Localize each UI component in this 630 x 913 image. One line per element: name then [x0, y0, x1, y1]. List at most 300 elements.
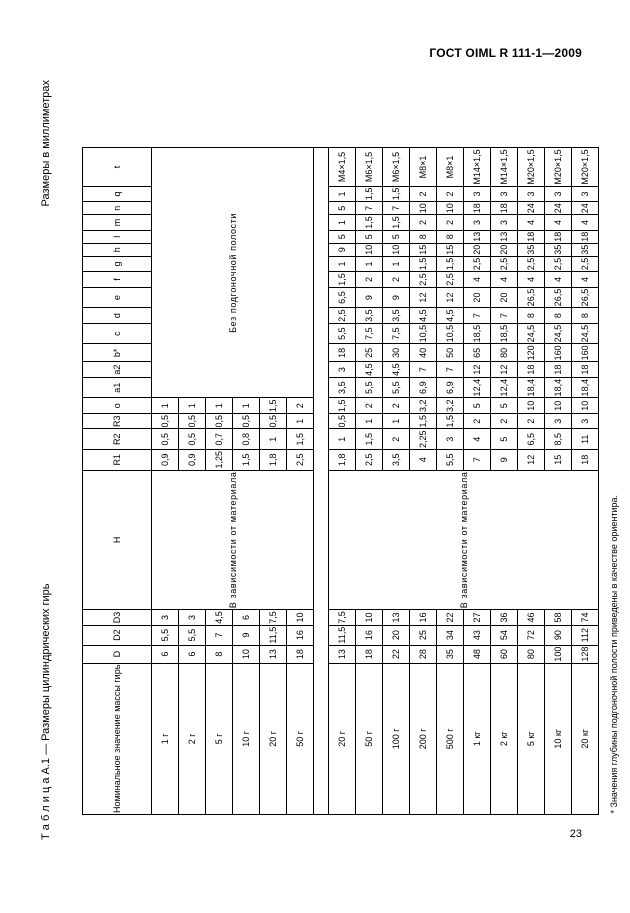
cell: 7	[491, 308, 518, 324]
cell: 60	[491, 645, 518, 663]
cell: 13	[383, 610, 410, 626]
cell: 5	[464, 398, 491, 414]
cell: 2,5	[572, 256, 599, 272]
cell: 1,8	[329, 450, 356, 471]
cell: 4,5	[437, 308, 464, 324]
cell: 2	[287, 398, 314, 414]
cell: 30	[383, 344, 410, 362]
cell: 1,5	[260, 398, 287, 414]
cell: 10	[383, 243, 410, 256]
cell: 13	[260, 645, 287, 663]
cell: 6	[179, 645, 206, 663]
cell: 18	[464, 202, 491, 215]
cell: 112	[572, 625, 599, 645]
cell: 0,5	[206, 413, 233, 429]
cell: 1	[329, 256, 356, 272]
cell: 3	[464, 186, 491, 202]
col-header: e	[83, 287, 152, 308]
cell: 0,7	[206, 429, 233, 450]
cell: 18	[545, 230, 572, 243]
cell-mass: 20 г	[260, 663, 287, 814]
cell: 18,5	[464, 323, 491, 344]
cell: 12,4	[491, 377, 518, 398]
cell: 9	[356, 287, 383, 308]
cell: 18,5	[491, 323, 518, 344]
cell: 1,8	[260, 450, 287, 471]
cell: 18	[545, 362, 572, 378]
group-gap-row	[314, 148, 329, 815]
cell-mass: 500 г	[437, 663, 464, 814]
cell: 4,5	[383, 362, 410, 378]
cell: 35	[518, 243, 545, 256]
cell: 80	[518, 645, 545, 663]
cell: 8	[410, 230, 437, 243]
cell: 3,5	[356, 308, 383, 324]
cell: 8	[545, 308, 572, 324]
cell: 15	[437, 243, 464, 256]
cell: 1,5	[410, 256, 437, 272]
cell: 3	[491, 215, 518, 231]
cell: 4	[410, 450, 437, 471]
cell: 1	[179, 398, 206, 414]
cell: 3	[545, 413, 572, 429]
cell: 74	[572, 610, 599, 626]
cell-mass: 2 г	[179, 663, 206, 814]
cell: 5,5	[329, 323, 356, 344]
cell: 6,9	[410, 377, 437, 398]
cell-mass: 20 кг	[572, 663, 599, 814]
cell: 12	[518, 450, 545, 471]
cell: 7	[383, 202, 410, 215]
cell: 4	[491, 272, 518, 288]
table-row	[329, 148, 356, 815]
cell: 1	[356, 413, 383, 429]
cell: 26,5	[572, 287, 599, 308]
merged-h-cell: В зависимости от материала	[329, 470, 599, 610]
cell: 8	[206, 645, 233, 663]
cell: 18	[356, 645, 383, 663]
bottom-group-body	[329, 148, 599, 815]
cell-mass: 100 г	[383, 663, 410, 814]
cell: 11	[572, 429, 599, 450]
cell: 7	[356, 202, 383, 215]
cell: 10,5	[437, 323, 464, 344]
cell: 12,4	[464, 377, 491, 398]
cell: 35	[437, 645, 464, 663]
cell-mass: 5 кг	[518, 663, 545, 814]
cell: 2,5	[437, 272, 464, 288]
col-header: h	[83, 243, 152, 256]
cell: 4	[518, 272, 545, 288]
cell: 15	[410, 243, 437, 256]
cell: 18,4	[545, 377, 572, 398]
cell: 7	[206, 625, 233, 645]
table-header-row	[83, 148, 152, 815]
cell-mass: 1 г	[152, 663, 179, 814]
cell: 1	[329, 186, 356, 202]
cell: M6×1,5	[356, 148, 383, 186]
col-header: o	[83, 398, 152, 414]
cell: 35	[545, 243, 572, 256]
cell: 5	[329, 202, 356, 215]
cell: 6	[233, 610, 260, 626]
cell: 1	[233, 398, 260, 414]
cell: 1,5	[383, 215, 410, 231]
cell: 43	[464, 625, 491, 645]
cell: 13	[491, 230, 518, 243]
cell: 10	[572, 398, 599, 414]
cell: 16	[410, 610, 437, 626]
cell: 3	[179, 610, 206, 626]
table-row	[152, 148, 179, 815]
cell: 24,5	[545, 323, 572, 344]
cell: 18,4	[572, 377, 599, 398]
cell: 9	[329, 243, 356, 256]
cell: 25	[356, 344, 383, 362]
cell: 18,4	[518, 377, 545, 398]
cell: 36	[491, 610, 518, 626]
cell: 1	[383, 256, 410, 272]
col-header: g	[83, 256, 152, 272]
col-header: R3	[83, 413, 152, 429]
cell-mass: 200 г	[410, 663, 437, 814]
cell: 9	[491, 450, 518, 471]
cell: 54	[491, 625, 518, 645]
cell: 8	[518, 308, 545, 324]
cell: 20	[491, 287, 518, 308]
cell: 0,5	[179, 429, 206, 450]
cell: 2	[464, 413, 491, 429]
cell: 25	[410, 625, 437, 645]
cell: 5	[329, 230, 356, 243]
cell: 13	[464, 230, 491, 243]
cell: 26,5	[518, 287, 545, 308]
cell: M4×1,5	[329, 148, 356, 186]
cell: 2,5	[356, 450, 383, 471]
cell: 18	[572, 230, 599, 243]
cell: 65	[464, 344, 491, 362]
cell: 4	[572, 215, 599, 231]
cell: 1	[260, 429, 287, 450]
cell: 4	[464, 272, 491, 288]
cell: 2,5	[518, 256, 545, 272]
cell: 9	[383, 287, 410, 308]
cell: 4	[518, 215, 545, 231]
cell: 7,5	[260, 610, 287, 626]
cell: 0,5	[260, 413, 287, 429]
cell: 20	[464, 243, 491, 256]
cell: 22	[383, 645, 410, 663]
cell-mass: 50 г	[356, 663, 383, 814]
cell: 4,5	[356, 362, 383, 378]
cell-mass: 50 г	[287, 663, 314, 814]
col-header: b*	[83, 344, 152, 362]
cell: 2	[491, 413, 518, 429]
cell: 11,5	[260, 625, 287, 645]
cell: 0,5	[329, 413, 356, 429]
cell: 26,5	[545, 287, 572, 308]
cell: 5,5	[179, 625, 206, 645]
cell: 18	[518, 230, 545, 243]
cell: 2,5	[329, 308, 356, 324]
cell: 2	[383, 398, 410, 414]
cell: 50	[437, 344, 464, 362]
cell: 1,5	[329, 398, 356, 414]
cell: 10	[356, 243, 383, 256]
cell: 2,5	[287, 450, 314, 471]
cell: 2	[356, 398, 383, 414]
cell: 3,5	[383, 308, 410, 324]
cell: 18	[572, 450, 599, 471]
cell: 10,5	[410, 323, 437, 344]
col-header: D	[83, 645, 152, 663]
cell: 4	[572, 272, 599, 288]
cell: 2	[383, 429, 410, 450]
cell: 1	[206, 398, 233, 414]
cell: 8	[572, 308, 599, 324]
cell: 18	[287, 645, 314, 663]
cell: 27	[464, 610, 491, 626]
cell: 0,5	[233, 413, 260, 429]
cell: M14×1,5	[464, 148, 491, 186]
cell: 0,5	[152, 429, 179, 450]
cell: 2	[383, 272, 410, 288]
cell: 72	[518, 625, 545, 645]
cell: 5,5	[437, 450, 464, 471]
cell: 90	[545, 625, 572, 645]
page-number: 23	[569, 828, 582, 840]
cell: 1,5	[329, 272, 356, 288]
cell: 5,5	[383, 377, 410, 398]
cell: 1,5	[437, 413, 464, 429]
cell: 2	[437, 186, 464, 202]
col-header: R1	[83, 450, 152, 471]
col-header: D3	[83, 610, 152, 626]
table-footnote: * Значения глубины подгоночной полости приведены в качестве ориентира.	[609, 494, 619, 814]
cell: 18	[518, 362, 545, 378]
cell: 10	[287, 610, 314, 626]
cell: 7,5	[356, 323, 383, 344]
cell: 2,5	[410, 272, 437, 288]
cell: 3,5	[383, 450, 410, 471]
cell: 40	[410, 344, 437, 362]
cell: 6	[152, 645, 179, 663]
cell: 5	[491, 429, 518, 450]
cell: 24	[518, 202, 545, 215]
cell: 9	[233, 625, 260, 645]
cell: 3,2	[437, 398, 464, 414]
cell: 16	[287, 625, 314, 645]
cell: 7	[464, 450, 491, 471]
cell: 1	[356, 256, 383, 272]
cell: 1,25	[206, 450, 233, 471]
cell: M8×1	[437, 148, 464, 186]
cell: 0,9	[152, 450, 179, 471]
cell: 3	[329, 362, 356, 378]
cell: 1,5	[410, 413, 437, 429]
cell: 1,5	[287, 429, 314, 450]
cell: 8,5	[545, 429, 572, 450]
col-header: c	[83, 323, 152, 344]
cell: 160	[572, 344, 599, 362]
cell: 2	[356, 272, 383, 288]
cell: 24	[572, 202, 599, 215]
merged-h-cell: В зависимости от материала	[152, 470, 314, 610]
cell: 20	[383, 625, 410, 645]
cell-mass: 10 г	[233, 663, 260, 814]
cell: 18	[491, 202, 518, 215]
cell-mass: 20 г	[329, 663, 356, 814]
cell: 1	[287, 413, 314, 429]
cell: 48	[464, 645, 491, 663]
cell: 4	[464, 429, 491, 450]
cell: 10	[233, 645, 260, 663]
cell: 20	[491, 243, 518, 256]
cell: 1,5	[437, 256, 464, 272]
cell: 3	[437, 429, 464, 450]
cell: 6,5	[518, 429, 545, 450]
cell: 4,5	[410, 308, 437, 324]
cell-mass: 10 кг	[545, 663, 572, 814]
cell: 1,5	[356, 186, 383, 202]
cell: 28	[410, 645, 437, 663]
cell: 3	[572, 186, 599, 202]
cell: 3	[152, 610, 179, 626]
cell: M20×1,5	[545, 148, 572, 186]
col-header: t	[83, 148, 152, 186]
cell: 1	[329, 429, 356, 450]
col-header: H	[83, 470, 152, 610]
cell: 11,5	[329, 625, 356, 645]
cell: 2	[410, 186, 437, 202]
cell: 0,5	[152, 413, 179, 429]
cell: 10	[356, 610, 383, 626]
cell: 20	[464, 287, 491, 308]
col-header: m	[83, 215, 152, 231]
table-title: Т а б л и ц а А.1 — Размеры цилиндрических гирь	[40, 583, 52, 840]
cell: 2,5	[464, 256, 491, 272]
cell: 2	[410, 215, 437, 231]
cell: M20×1,5	[518, 148, 545, 186]
cell: 5,5	[356, 377, 383, 398]
cell: 3	[545, 186, 572, 202]
cell: 12	[491, 362, 518, 378]
gap-cell	[314, 148, 329, 815]
cell: 5	[383, 230, 410, 243]
col-header: R2	[83, 429, 152, 450]
cell: 3	[518, 186, 545, 202]
cell: 15	[545, 450, 572, 471]
cell: 7	[464, 308, 491, 324]
cell: 10	[518, 398, 545, 414]
cell: 1	[152, 398, 179, 414]
cell: 7	[410, 362, 437, 378]
cell: 2	[518, 413, 545, 429]
cell: 46	[518, 610, 545, 626]
cell: 100	[545, 645, 572, 663]
cell: 2,25	[410, 429, 437, 450]
cell: 1	[329, 215, 356, 231]
cell: 10	[410, 202, 437, 215]
cell: 0,5	[179, 413, 206, 429]
cell: 5,5	[152, 625, 179, 645]
cell: 0,8	[233, 429, 260, 450]
cell: 7,5	[383, 323, 410, 344]
cell: 12	[410, 287, 437, 308]
cell: 4	[545, 272, 572, 288]
cell: 80	[491, 344, 518, 362]
cell: 2	[437, 215, 464, 231]
cell: 2,5	[491, 256, 518, 272]
cell: 4	[545, 215, 572, 231]
cell: 24	[545, 202, 572, 215]
cell: 4,5	[206, 610, 233, 626]
cell: 1,5	[233, 450, 260, 471]
col-header: l	[83, 230, 152, 243]
cell: 3,2	[410, 398, 437, 414]
weights-dimensions-table	[82, 147, 623, 815]
cell: 6,9	[437, 377, 464, 398]
cell: 5	[491, 398, 518, 414]
col-header: a2	[83, 362, 152, 378]
cell: 35	[572, 243, 599, 256]
cell-mass: 5 г	[206, 663, 233, 814]
cell: 10	[545, 398, 572, 414]
cell: 6,5	[329, 287, 356, 308]
cell: 2,5	[545, 256, 572, 272]
col-header: D2	[83, 625, 152, 645]
col-header: Номинальное значение массы гирь	[83, 663, 152, 814]
cell: 16	[356, 625, 383, 645]
cell: M14×1,5	[491, 148, 518, 186]
table-units: Размеры в миллиметрах	[40, 80, 52, 207]
cell: M8×1	[410, 148, 437, 186]
cell: 8	[437, 230, 464, 243]
cell: 12	[437, 287, 464, 308]
col-header: f	[83, 272, 152, 288]
col-header: q	[83, 186, 152, 202]
cell: 10	[437, 202, 464, 215]
cell: 0,9	[179, 450, 206, 471]
cell: 12	[464, 362, 491, 378]
cell: 5	[356, 230, 383, 243]
footnote-row	[599, 148, 624, 815]
cell: 1,5	[356, 215, 383, 231]
cell: 160	[545, 344, 572, 362]
cell: 58	[545, 610, 572, 626]
cell: 13	[329, 645, 356, 663]
merged-no-cavity-cell: Без подгоночной полости	[152, 148, 314, 398]
cell: 3	[491, 186, 518, 202]
col-header: n	[83, 202, 152, 215]
cell: 22	[437, 610, 464, 626]
cell: M6×1,5	[383, 148, 410, 186]
cell: M20×1,5	[572, 148, 599, 186]
cell: 128	[572, 645, 599, 663]
cell: 7,5	[329, 610, 356, 626]
cell: 1	[383, 413, 410, 429]
col-header: a1	[83, 377, 152, 398]
cell: 1,5	[356, 429, 383, 450]
cell: 18	[572, 362, 599, 378]
col-header: d	[83, 308, 152, 324]
cell: 3,5	[329, 377, 356, 398]
cell: 1,5	[383, 186, 410, 202]
cell: 34	[437, 625, 464, 645]
cell: 24,5	[518, 323, 545, 344]
cell: 120	[518, 344, 545, 362]
cell: 18	[329, 344, 356, 362]
